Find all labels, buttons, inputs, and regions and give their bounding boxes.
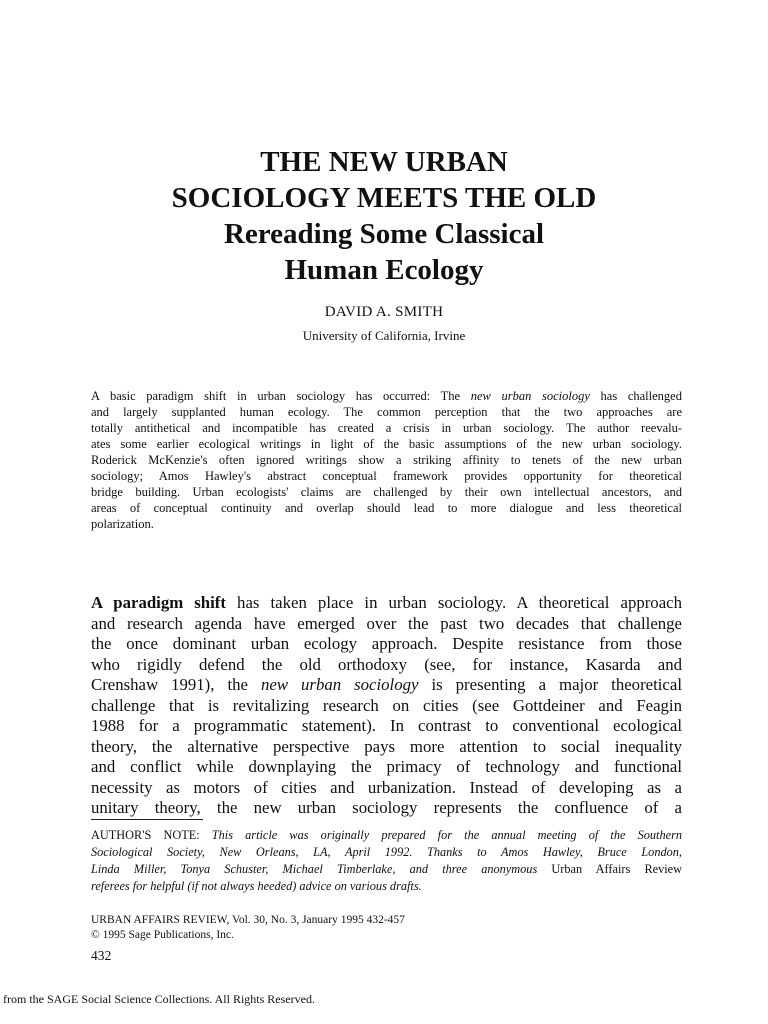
citation-line: URBAN AFFAIRS REVIEW, Vol. 30, No. 3, January 1995 432-457: [91, 914, 405, 926]
body-line: challenge that is revitalizing research on cities (see Gottdeiner and Feagin: [91, 695, 682, 715]
abstract-line: ates some earlier ecological writings in light of the basic assumptions of the new urban sociology.: [91, 437, 682, 451]
footnote-divider: [91, 819, 203, 820]
abstract-line: bridge building. Urban ecologists' claims are challenged by their own intellectual ancestors, and: [91, 485, 682, 499]
footer-notice: from the SAGE Social Science Collections. All Rights Reserved.: [3, 992, 315, 1006]
article-title: [0, 144, 768, 288]
title-line: THE NEW URBAN: [260, 146, 508, 178]
subtitle-line: Human Ecology: [284, 254, 484, 286]
body-line: who rigidly defend the old orthodoxy (see, for instance, Kasarda and: [91, 654, 682, 674]
journal-citation: [91, 913, 491, 943]
abstract-line: sociology; Amos Hawley's abstract conceptual framework provides opportunity for theoretical: [91, 469, 682, 483]
note-line: AUTHOR'S NOTE: This article was originally prepared for the annual meeting of the Southern: [91, 828, 683, 842]
body-line: necessity as motors of cities and urbanization. Instead of developing as a: [91, 777, 682, 797]
abstract-line: A basic paradigm shift in urban sociology has occurred: The new urban sociology has challenged: [91, 389, 682, 403]
subtitle-line: Rereading Some Classical: [223, 218, 545, 250]
body-line: 1988 for a programmatic statement). In contrast to conventional ecological: [91, 716, 682, 735]
note-line: Sociological Society, New Orleans, LA, April 1992. Thanks to Amos Hawley, Bruce London,: [91, 845, 682, 859]
page-number: 432: [91, 948, 112, 963]
abstract-line: Roderick McKenzie's often ignored writings show a striking affinity to tenets of the new urban: [91, 453, 682, 467]
note-line: Linda Miller, Tonya Schuster, Michael Timberlake, and three anonymous Urban Affairs Review: [91, 862, 683, 876]
body-line: and conflict while downplaying the primacy of technology and functional: [91, 757, 682, 776]
abstract-line: totally antithetical and incompatible has created a crisis in urban sociology. The author reevalu-: [91, 421, 682, 435]
body-line: unitary theory, the new urban sociology represents the confluence of a: [91, 798, 682, 817]
abstract-line: and largely supplanted human ecology. The common perception that the two approaches are: [91, 405, 682, 419]
author-name: DAVID A. SMITH: [324, 304, 444, 320]
note-line: referees for helpful (if not always heeded) advice on various drafts.: [91, 879, 422, 893]
author-affiliation: University of California, Irvine: [302, 328, 466, 343]
abstract-line: polarization.: [91, 517, 154, 531]
body-line: Crenshaw 1991), the new urban sociology is presenting a major theoretical: [91, 675, 682, 694]
body-line: A paradigm shift has taken place in urban sociology. A theoretical approach: [91, 593, 682, 612]
author-note: [91, 827, 682, 895]
body-line: theory, the alternative perspective pays more attention to social inequality: [91, 736, 682, 756]
body-line: and research agenda have emerged over the past two decades that challenge: [91, 613, 682, 633]
abstract: [91, 388, 682, 532]
body-line: the once dominant urban ecology approach. Despite resistance from those: [91, 634, 682, 653]
body-paragraph: [91, 593, 682, 819]
abstract-line: areas of conceptual continuity and overlap should lead to more dialogue and less theoretical: [91, 501, 682, 515]
title-line: SOCIOLOGY MEETS THE OLD: [171, 182, 597, 214]
copyright-line: © 1995 Sage Publications, Inc.: [91, 929, 234, 941]
